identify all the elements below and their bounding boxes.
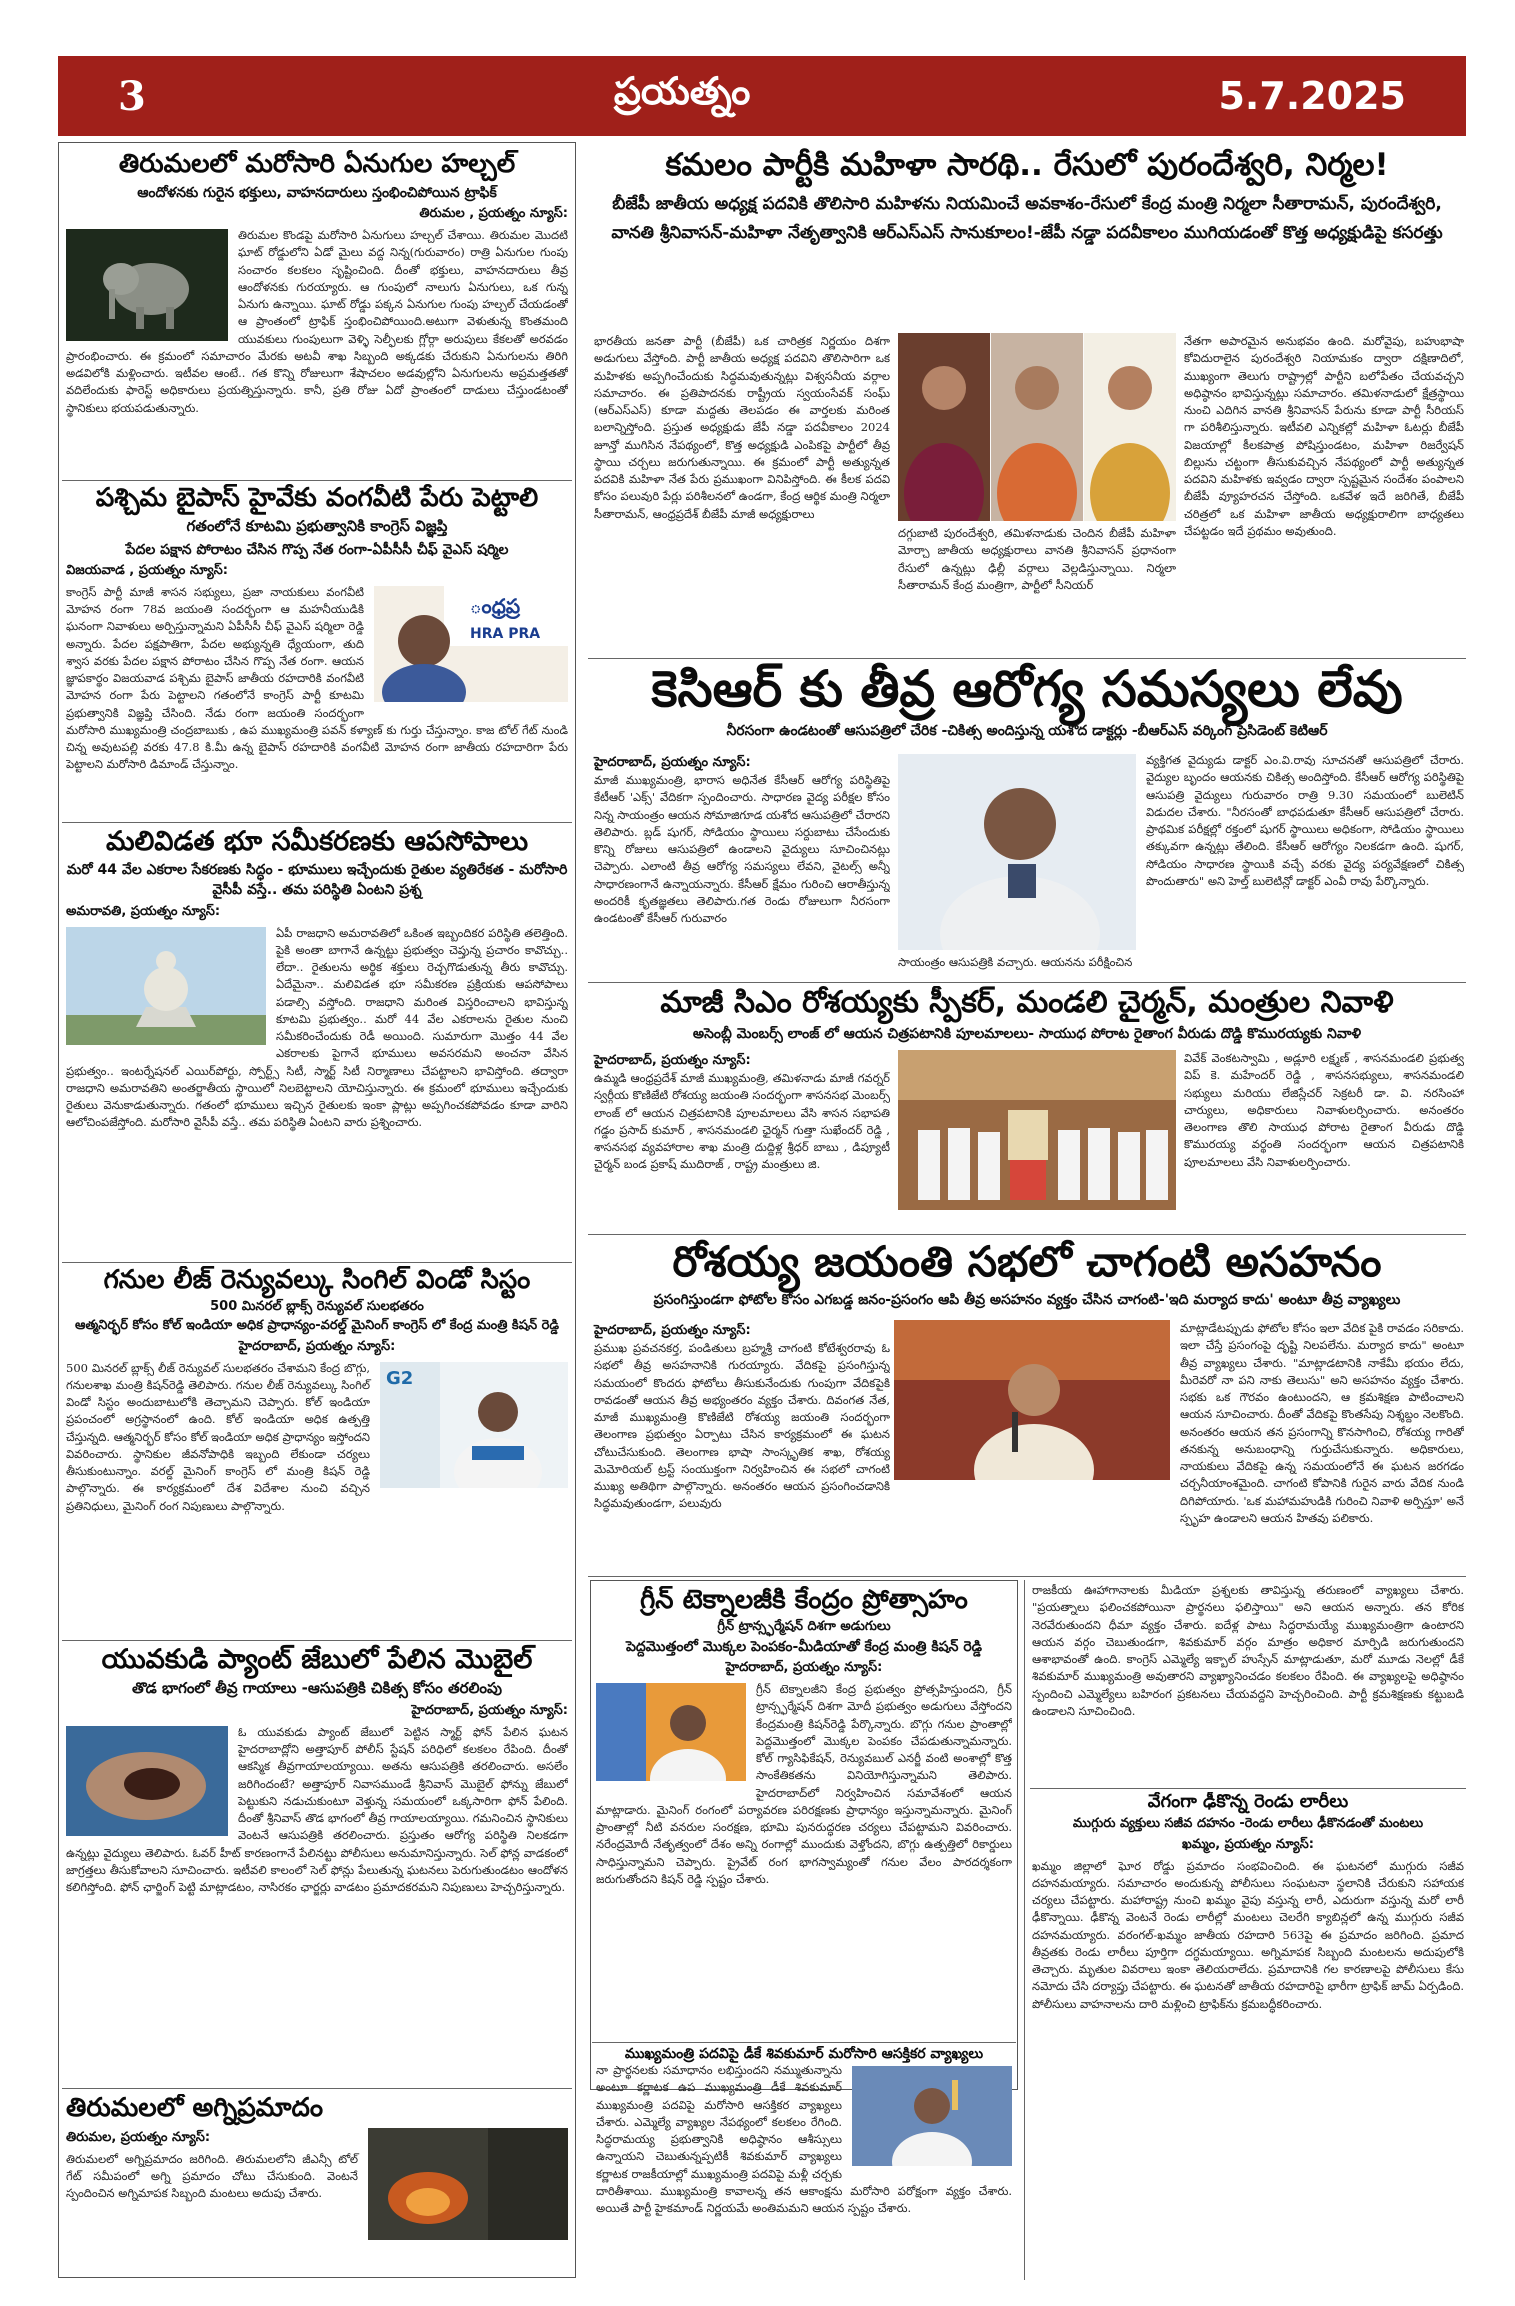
person-icon — [898, 754, 1136, 950]
subhead: ఆందోళనకు గురైన భక్తులు, వాహనదారులు స్తంభించిపోయిన ట్రాఫిక్ — [137, 184, 497, 201]
statue-icon — [66, 927, 266, 1045]
dateline: హైదరాబాద్, ప్రయత్నం న్యూస్: — [238, 1338, 396, 1354]
person-icon — [596, 1683, 746, 1781]
headline: కెసిఆర్ కు తీవ్ర ఆరోగ్య సమస్యలు లేవు — [651, 662, 1403, 718]
article-body: భారతీయ జనతా పార్టీ (బీజేపీ) ఒక చారిత్రక నిర్ణయం దిశగా అడుగులు వేస్తోంది. పార్టీ జాతీయ అధ్యక్ష పదవిని తొలిసారిగా ఒక మహిళకు అప్పగించేందుకు సిద్ధమవుతున్నట్లు విశ్వసనీయ వర్గాల సమాచారం. ఈ ప్రతిపాదనకు రాష్ట్రీయ స్వయంసేవక్ సంఘ్ (ఆర్ఎస్ఎస్) కూడా మద్దతు తెలపడం ఈ వార్తలకు మరింత బలాన్నిస్తోంది. ప్రస్తుత అధ్యక్షుడు జేపీ నడ్డా పదవీకాలం 2024 జూన్తో ముగిసిన నేపథ్యంలో, కొత్త అధ్యక్షుడి ఎంపికపై పార్టీలో తీవ్ర స్థాయి చర్చలు జరుగుతున్నాయి. ఈ క్రమంలో పార్టీ అత్యున్నత పదవికి మహిళా నేత పేరు ప్రముఖంగా వినిపిస్తోంది. ఈ కీలక పదవి కోసం పలువురి పేర్లు పరిశీలనలో ఉండగా, కేంద్ర ఆర్థిక మంత్రి నిర్మలా సీతారామన్, ఆంధ్రప్రదేశ్ బీజేపీ మాజీ అధ్యక్షురాలు — [594, 334, 890, 521]
banner-text: HRA PRA — [470, 625, 541, 642]
speaker-icon — [894, 1320, 1170, 1480]
headline: తిరుమలలో మరోసారి ఏనుగుల హల్చల్ — [118, 150, 516, 179]
headline: మలివిడత భూ సమీకరణకు ఆపసోపాలు — [105, 826, 529, 857]
subhead: ఆత్మనిర్భర్ కోసం కోల్ ఇండియా అధిక ప్రాధాన్యం-వరల్డ్ మైనింగ్ కాంగ్రెస్ లో కేంద్ర మంత్రి కిషన్ రెడ్డి — [75, 1317, 559, 1333]
divider — [588, 1576, 1466, 1577]
divider — [592, 2042, 1016, 2043]
article-green-tech — [596, 1586, 1012, 2086]
article-body: నేతగా అపారమైన అనుభవం ఉంది. మరోవైపు, బహుభాషా కోవిదురాలైన పురందేశ్వరి నియామకం ద్వారా దక్షిణాదిలో, ముఖ్యంగా తెలుగు రాష్ట్రాల్లో పార్టీని బలోపేతం చేయవచ్చని అధిష్ఠానం భావిస్తున్నట్లు సమాచారం. తమిళనాడులో క్షేత్రస్థాయి నుంచి ఎదిగిన వానతి శ్రీనివాసన్ పేరును కూడా పార్టీ సీరియస్ గా పరిశీలిస్తున్నారు. ఇటీవలి ఎన్నికల్లో మహిళా ఓటర్లు బీజేపీ విజయాల్లో కీలకపాత్ర పోషిస్తుండటం, మహిళా రిజర్వేషన్ బిల్లును చట్టంగా తీసుకువచ్చిన నేపథ్యంలో పార్టీ అత్యున్నత పదవిని మహిళకు ఇవ్వడం ద్వారా స్పష్టమైన సందేశం పంపాలని బీజేపీ వ్యూహరచన చేస్తోంది. ఒకవేళ ఇదే జరిగితే, బీజేపీ చరిత్రలో ఒక మహిళా జాతీయ అధ్యక్షురాలిగా బాధ్యతలు చేపట్టడం ఇదే ప్రథమం అవుతుంది. — [1184, 334, 1464, 538]
article-dk-shivakumar — [596, 2046, 1012, 2272]
article-body: ప్రముఖ ప్రవచనకర్త, పండితులు బ్రహ్మశ్రీ చాగంటి కోటేశ్వరరావు ఓ సభలో తీవ్ర అసహనానికి గురయ్యారు. వేదికపై ప్రసంగిస్తున్న సమయంలో కొందరు ఫోటోలు తీసుకునేందుకు గుంపుగా వేదికపైకి రావడంతో ఆయన తీవ్ర అభ్యంతరం వ్యక్తం చేశారు. దివంగత నేత, మాజీ ముఖ్యమంత్రి కొణిజేటి రోశయ్య జయంతి సందర్భంగా తెలంగాణ ప్రభుత్వం ఏర్పాటు చేసిన కార్యక్రమంలో ఈ ఘటన చోటుచేసుకుంది. తెలంగాణ భాషా సాంస్కృతిక శాఖ, రోశయ్య మెమోరియల్ ట్రస్ట్ సంయుక్తంగా నిర్వహించిన ఈ సభలో చాగంటి ముఖ్య అతిథిగా పాల్గొన్నారు. అనంతరం ఆయన ప్రసంగించడానికి సిద్ధమవుతుండగా, పలువురు — [594, 1341, 890, 1511]
subhead: పేదల పక్షాన పోరాటం చేసిన గొప్ప నేత రంగా-ఏపీసీసీ చీఫ్ వైఎస్ షర్మిల — [125, 541, 509, 558]
kishan-reddy-photo — [596, 1683, 746, 1781]
article-mobile-blast — [66, 1644, 568, 2084]
kishan-reddy-photo — [380, 1362, 568, 1488]
subhead: పెద్దమొత్తంలో మొక్కల పెంపకం-మీడియాతో కేంద్ర మంత్రి కిషన్ రెడ్డి — [625, 1638, 983, 1655]
masthead — [58, 56, 1466, 136]
photo-caption: సాయంత్రం ఆసుపత్రికి వచ్చారు. ఆయనను పరీక్షించిన — [898, 955, 1133, 969]
headline: ముఖ్యమంత్రి పదవిపై డీకే శివకుమార్ మరోసారి ఆసక్తికర వ్యాఖ్యలు — [624, 2046, 984, 2062]
headline: యువకుడి ప్యాంట్ జేబులో పేలిన మొబైల్ — [101, 1644, 533, 1675]
article-body: కాంగ్రెస్ పార్టీ మాజీ శాసన సభ్యులు, ప్రజా నాయకులు వంగవీటి మోహన రంగా 78వ జయంతి సందర్భంగా ఆ మహనీయుడికి ఘనంగా నివాళులు అర్పిస్తున్నామని ఏపీసీసీ చీఫ్ వైఎస్ షర్మిలా రెడ్డి అన్నారు. పేదల పక్షపాతిగా, పేదల అభ్యున్నతి ధ్యేయంగా, తుది శ్వాస వరకు పేదల పక్షాన పోరాటం చేసిన గొప్ప నేత రంగా. ఆయన జ్ఞాపకార్థం విజయవాడ పశ్చిమ బైపాస్ జాతీయ రహదారికి వంగవీటి మోహన రంగా పేరు పెట్టాలని గతంలోనే కాంగ్రెస్ పార్టీ కూటమి ప్రభుత్వానికి విజ్ఞప్తి చేసింది. నేడు రంగా జయంతి సందర్భంగా మరోసారి ముఖ్యమంత్రి చంద్రబాబుకు , ఉప ముఖ్యమంత్రి పవన్ కళ్యాణ్ కు గుర్తు చేస్తున్నాం. కాజ టోల్ గేట్ నుండి చిన్న అవుటపల్లి వరకు 47.8 కి.మీ ఉన్న బైపాస్ రహదారికి వంగవీటి మోహన రంగా జాతీయ రహదారిగా పేరు పెట్టాలని మరోసారి డిమాండ్ చేస్తున్నాం. — [66, 584, 568, 772]
article-body: మాట్లాడేటప్పుడు ఫోటోల కోసం ఇలా వేదిక పైకి రావడం సరికాదు. ఇలా చేస్తే ప్రసంగంపై దృష్టి నిలపలేను. మర్యాద కాదు" అంటూ తీవ్ర వ్యాఖ్యలు చేశారు. "మాట్లాడటానికి నాకేమీ భయం లేదు, మీరెవరో నా పని నాకు తెలుసు" అని అసహనం వ్యక్తం చేశారు. సభకు ఒక గౌరవం ఉంటుందని, ఆ క్రమశిక్షణ పాటించాలని ఆయన సూచించారు. దీంతో వేదికపై కొంతసేపు నిశ్శబ్దం నెలకొంది. అనంతరం ఆయన తన ప్రసంగాన్ని కొనసాగించి, రోశయ్య గారితో తనకున్న అనుబంధాన్ని గుర్తుచేసుకున్నారు. అధికారులు, నాయకులు వేదికపై ఉన్న సమయంలోనే ఈ ఘటన జరగడం చర్చనీయాంశమైంది. చాగంటి కోపానికి గురైన వారు వేదిక నుండి దిగిపోయారు. 'ఒక మహామహుడికి గురించి నివాళి అర్పిస్తూ' అనే స్పృహ ఉండాలని ఆయన హితవు పలికారు. — [1180, 1321, 1464, 1525]
divider — [62, 822, 572, 823]
headline: గనుల లీజ్ రెన్యువల్కు సింగిల్ విండో సిస్టం — [103, 1266, 531, 1295]
elephant-icon — [66, 229, 228, 341]
article-body: 500 మినరల్ బ్లాక్స్ లీజ్ రెన్యువల్ సులభతరం చేశామని కేంద్ర బొగ్గు, గనులశాఖ మంత్రి కిషన్‌రెడ్డి తెలిపారు. గనుల లీజ్ రెన్యువల్కు సింగిల్ విండో సిస్టం అందుబాటులోకి తెచ్చామని చెప్పారు. కోల్ ఇండియా ప్రపంచంలో అగ్రస్థానంలో ఉంది. కోల్ ఇండియా అధిక ఉత్పత్తి చేస్తున్నది. ఆత్మనిర్భర్ కోసం కోల్ ఇండియా అధిక ప్రాధాన్యం ఇస్తోందని వివరించారు. స్థానికుల జీవనోపాధికి ఇబ్బంది లేకుండా చర్యలు తీసుకుంటున్నాం. వరల్డ్ మైనింగ్ కాంగ్రెస్ లో మంత్రి కిషన్ రెడ్డి పాల్గొన్నారు. ఈ కార్యక్రమంలో దేశ విదేశాల నుంచి వచ్చిన ప్రతినిధులు, మైనింగ్ రంగ నిపుణులు పాల్గొన్నారు. — [66, 1360, 370, 1513]
newspaper-title: ప్రయత్నం — [613, 69, 751, 113]
injury-photo — [66, 1726, 228, 1836]
tribute-photo — [898, 1050, 1176, 1210]
divider — [62, 2088, 572, 2089]
subhead: నీరసంగా ఉండటంతో ఆసుపత్రిలో చేరిక -చికిత్స అందిస్తున్న యశోద డాక్టర్లు -బీఆర్ఎస్ వర్కింగ్ ప్రెసిడెంట్ కెటిఆర్ — [726, 723, 1328, 739]
banner-text: G2 — [386, 1367, 414, 1389]
article-body: నా ప్రార్థనలకు సమాధానం లభిస్తుందని నమ్ముతున్నాను అంటూ కర్ణాటక ఉప ముఖ్యమంత్రి డీకే శివకుమార్ ముఖ్యమంత్రి పదవిపై మరోసారి ఆసక్తికర వ్యాఖ్యలు చేశారు. ఎమ్మెల్యే వ్యాఖ్యల నేపథ్యంలో కలకలం రేగింది. సిద్ధరామయ్య ప్రభుత్వానికి అధిష్ఠానం ఆశీస్సులు ఉన్నాయని చెబుతున్నప్పటికీ శివకుమార్ వ్యాఖ్యలు కర్ణాటక రాజకీయాల్లో ముఖ్యమంత్రి పదవిపై మళ్లీ చర్చకు దారితీశాయి. ముఖ్యమంత్రి కావాలన్న తన ఆకాంక్షను మరోసారి పరోక్షంగా వ్యక్తం చేశారు. అయితే పార్టీ హైకమాండ్ నిర్ణయమే అంతిమమని ఆయన స్పష్టం చేశారు. — [596, 2063, 1012, 2216]
page-number: 3 — [118, 72, 146, 120]
article-continuation — [1032, 1582, 1464, 1782]
elephant-photo — [66, 229, 228, 341]
headline: వేగంగా ఢీకొన్న రెండు లారీలు — [1147, 1792, 1349, 1812]
dateline: హైదరాబాద్, ప్రయత్నం న్యూస్: — [594, 1053, 751, 1068]
headline: పశ్చిమ బైపాస్ హైవేకు వంగవీటి పేరు పెట్టాలి — [95, 484, 539, 513]
fire-icon — [368, 2128, 568, 2240]
dateline: తిరుమల, ప్రయత్నం న్యూస్: — [66, 2129, 211, 2145]
divider — [588, 982, 1466, 983]
article-bypass — [66, 484, 568, 819]
injury-icon — [66, 1726, 228, 1836]
dk-shivakumar-photo — [852, 2066, 1012, 2166]
subhead: మరో 44 వేల ఎకరాల సేకరణకు సిద్ధం - భూములు ఇచ్చేందుకు రైతుల వ్యతిరేకత - మరోసారి వైసీపీ వస్తే.. తమ పరిస్థితి ఏంటని ప్రశ్న — [66, 862, 568, 899]
article-body: ఉమ్మడి ఆంధ్రప్రదేశ్ మాజీ ముఖ్యమంత్రి, తమిళనాడు మాజీ గవర్నర్ స్వర్గీయ కొణిజేటి రోశయ్య జయంతి సందర్భంగా శాసనసభ మెంబర్స్ లాంజ్ లో ఆయన చిత్రపటానికి పూలమాలలు వేసి శాసన సభాపతి గడ్డం ప్రసాద్ కుమార్ , శాసనమండలి ఛైర్మన్ గుత్తా సుఖేందర్ రెడ్డి , శాసనసభ వ్యవహారాల శాఖ మంత్రి దుద్దిళ్ల శ్రీధర్ బాబు , డిప్యూటీ చైర్మన్ బండ ప్రకాష్ ముదిరాజ్ , రాష్ట్ర మంత్రులు జి. — [594, 1071, 890, 1172]
article-body: ఓ యువకుడు ప్యాంట్ జేబులో పెట్టిన స్మార్ట్ ఫోన్ పేలిన ఘటన హైదరాబాద్లోని అత్తాపూర్ పోలీస్ స్టేషన్ పరిధిలో కలకలం రేపింది. దీంతో ఆకస్మిక తీవ్రగాయాలయ్యాయి. అతను ఆసుపత్రికి తరలించారు. అసలేం జరిగిందంటే? అత్తాపూర్ నివాసముండే శ్రీనివాస్ మొబైల్ ఫోన్ను జేబులో పెట్టుకుని నడుచుకుంటూ వెళ్తున్న సమయంలో ఒక్కసారిగా ఫోన్ పేలింది. దీంతో శ్రీనివాస్ తొడ భాగంలో తీవ్ర గాయాలయ్యాయి. గమనించిన స్థానికులు వెంటనే ఆసుపత్రికి తరలించారు. ప్రస్తుతం ఆరోగ్య పరిస్థితి నిలకడగా ఉన్నట్లు వైద్యులు తెలిపారు. ఓవర్ హీట్ కారణంగానే పేలినట్టు పోలీసులు అనుమానిస్తున్నారు. సెల్ ఫోన్ల వాడకంలో జాగ్రత్తలు తీసుకోవాలని సూచించారు. ఇటీవలి కాలంలో సెల్ ఫోన్లు పేలుతున్న ఘటనలు పెరుగుతుండటం ఆందోళన కలిగిస్తోంది. ఫోన్ ఛార్జింగ్ పెట్టి మాట్లాడటం, నాసిరకం ఛార్జర్లు వాడటం ప్రమాదకరమని నిపుణులు హెచ్చరిస్తున్నారు. — [66, 1724, 568, 1895]
ktr-photo — [898, 754, 1136, 950]
person-icon — [852, 2066, 1012, 2166]
headline: గ్రీన్ టెక్నాలజీకి కేంద్రం ప్రోత్సాహం — [640, 1586, 968, 1615]
article-body: తిరుమలలో అగ్నిప్రమాదం జరిగింది. తిరుమలలోని జీఎన్సీ టోల్ గేట్ సమీపంలో అగ్ని ప్రమాదం చోటు చేసుకుంది. వెంటనే స్పందించిన అగ్నిమాపక సిబ్బంది మంటలు అదుపు చేశారు. — [66, 2151, 358, 2201]
fire-photo — [368, 2128, 568, 2240]
divider — [1024, 1580, 1025, 2280]
dateline: హైదరాబాద్, ప్రయత్నం న్యూస్: — [594, 1323, 751, 1338]
article-chaganti — [588, 1238, 1466, 1574]
banner-text: ంధ్రప్ర — [470, 593, 521, 618]
article-fire — [66, 2094, 568, 2274]
article-body: గ్రీన్ టెక్నాలజీని కేంద్ర ప్రభుత్వం ప్రోత్సహిస్తుందని, గ్రీన్ ట్రాన్స్ఫర్మేషన్ దిశగా మోదీ ప్రభుత్వం అడుగులు వేస్తోందని కేంద్రమంత్రి కిషన్‌రెడ్డి పేర్కొన్నారు. బొగ్గు గనుల ప్రాంతాల్లో పెద్దమొత్తంలో మొక్కల పెంపకం చేపడుతున్నామన్నారు. కోల్ గ్యాసిఫికేషన్, రెన్యువబుల్ ఎనర్జీ వంటి అంశాల్లో కొత్త సాంకేతికతను వినియోగిస్తున్నామని తెలిపారు. హైదరాబాద్‌లో నిర్వహించిన సమావేశంలో ఆయన మాట్లాడారు. మైనింగ్ రంగంలో పర్యావరణ పరిరక్షణకు ప్రాధాన్యం ఇస్తున్నామన్నారు. మైనింగ్ ప్రాంతాల్లో నీటి వనరుల సంరక్షణ, భూమి పునరుద్ధరణ చర్యలు చేపట్టామని వివరించారు. నరేంద్రమోదీ నేతృత్వంలో దేశం అన్ని రంగాల్లో ముందుకు వెళ్తోందని, బొగ్గు ఉత్పత్తిలో రికార్డులు సాధిస్తున్నామని చెప్పారు. ప్రైవేట్ రంగ భాగస్వామ్యంతో గనుల వేలం పారదర్శకంగా జరుగుతోందని కిషన్ రెడ్డి స్పష్టం చేశారు. — [596, 1682, 1012, 1886]
headline: తిరుమలలో అగ్నిప్రమాదం — [66, 2094, 324, 2123]
divider — [1030, 1788, 1466, 1789]
article-body: తిరుమల కొండపై మరోసారి ఏనుగులు హల్చల్ చేశాయి. తిరుమల మొదటి ఘాట్ రోడ్డులోని ఏడో మైలు వద్ద నిన్న(గురువారం) రాత్రి ఏనుగుల గుంపు సంచారం కలకలం సృష్టించింది. దీంతో భక్తులు, వాహనదారులు తీవ్ర ఆందోళనకు గురయ్యారు. ఆ గుంపులో నాలుగు ఏనుగులు, ఒక గున్న ఏనుగు ఉన్నాయి. ఘాట్ రోడ్డు పక్కన ఏనుగుల గుంపు హల్చల్ చేయడంతో ఆ ప్రాంతంలో ట్రాఫిక్ స్తంభించిపోయింది.అటుగా వెళుతున్న కొంతమంది యువకులు గుంపులుగా వెళ్ళి సెల్ఫీలకు గ్లోర్గా అరుపులు కేకలతో అరవడం ప్రారంభించారు. ఈ క్రమంలో సమాచారం మేరకు అటవీ శాఖ సిబ్బంది అక్కడకు చేరుకుని ఏనుగులను తిరిగి అడవిలోకి మళ్లించారు. ఇటీవల ఆంటే.. గత కొన్ని రోజులుగా శేషాచలం అడవుల్లోని ఏనుగులను అప్రమత్తతతో వదిలేందుకు ఫారెస్ట్ అధికారులు ప్రయత్నిస్తున్నారు. కానీ, ప్రతి రోజు ఏదో ప్రాంతంలో దాడులు చేస్తుండటంతో స్థానికులు భయపడుతున్నారు. — [66, 228, 568, 415]
chaganti-photo — [894, 1320, 1170, 1480]
subhead: అసెంబ్లీ మెంబర్స్ లాంజ్ లో ఆయన చిత్రపటానికి పూలమాలలు- సాయుధ పోరాట రైతాంగ వీరుడు దొడ్డి కొమురయ్యకు నివాళి — [692, 1025, 1362, 1042]
dateline: హైదరాబాద్, ప్రయత్నం న్యూస్: — [725, 1660, 883, 1676]
dateline: హైదరాబాద్, ప్రయత్నం న్యూస్: — [411, 1702, 568, 1718]
issue-date: 5.7.2025 — [1218, 74, 1406, 118]
dateline: అమరావతి, ప్రయత్నం న్యూస్: — [66, 903, 221, 919]
article-elephants — [66, 150, 568, 475]
group-icon — [898, 1050, 1176, 1210]
divider — [62, 1262, 572, 1263]
portraits-icon — [898, 333, 1176, 521]
article-rosaiah-tribute — [588, 986, 1466, 1232]
article-kcr-health — [588, 662, 1466, 980]
buddha-statue-photo — [66, 927, 266, 1045]
photo-caption: దగ్గుబాటి పురందేశ్వరి, తమిళనాడుకు చెందిన బీజేపీ మహిళా మోర్చా జాతీయ అధ్యక్షురాలు వానతి శ్రీనివాసన్ ప్రధానంగా రేసులో ఉన్నట్లు ఢిల్లీ వర్గాలు వెల్లడిస్తున్నాయి. నిర్మలా సీతారామన్ కేంద్ర మంత్రిగా, పార్టీలో సీనియర్ — [898, 526, 1176, 592]
subhead: గతంలోనే కూటమి ప్రభుత్వానికి కాంగ్రెస్ విజ్ఞప్తి — [186, 516, 448, 535]
divider — [62, 1640, 572, 1641]
subhead: 500 మినరల్ బ్లాక్స్ రెన్యువల్ సులభతరం — [210, 1298, 424, 1314]
sharmila-photo — [374, 586, 568, 702]
divider — [588, 658, 1466, 659]
subhead: ప్రసంగిస్తుండగా ఫోటోల కోసం ఎగబడ్డ జనం-ప్రసంగం ఆపి తీవ్ర అసహనం వ్యక్తం చేసిన చాగంటి-'ఇది మర్యాద కాదు' అంటూ తీవ్ర వ్యాఖ్యలు — [653, 1292, 1401, 1309]
headline: రోశయ్య జయంతి సభలో చాగంటి అసహనం — [672, 1238, 1382, 1286]
subhead: గ్రీన్ ట్రాన్స్ఫర్మేషన్ దిశగా అడుగులు — [717, 1618, 891, 1634]
dateline: తిరుమల , ప్రయత్నం న్యూస్: — [419, 206, 568, 222]
article-body: వివేక్ వెంకటస్వామి , అడ్లూరి లక్ష్మణ్ , శాసనమండలి ప్రభుత్వ విప్ కె. మహేందర్ రెడ్డి , శాసనసభ్యులు, శాసనమండలి సభ్యులు మరియు లేజిస్లేచర్ సెక్రటరీ డా. వి. నరసింహా చార్యులు, అధికారులు నివాళులర్పించారు. అనంతరం తెలంగాణ తొలి సాయుధ పోరాట రైతాంగ వీరుడు దొడ్డి కొమురయ్య వర్థంతి సందర్భంగా ఆయన చిత్రపటానికి పూలమాలలు వేసి నివాళులర్పించారు. — [1184, 1051, 1464, 1169]
dateline: హైదరాబాద్, ప్రయత్నం న్యూస్: — [594, 755, 751, 770]
article-body: వ్యక్తిగత వైద్యుడు డాక్టర్ ఎం.వి.రావు సూచనతో ఆసుపత్రిలో చేరారు. వైద్యుల బృందం ఆయనకు చికిత్స అందిస్తోంది. కేసీఆర్ ఆరోగ్య పరిస్థితిపై ఆసుపత్రి వైద్యులు గురువారం రాత్రి 9.30 సమయంలో బులెటిన్ విడుదల చేశారు. "నీరసంతో బాధపడుతూ కేసీఆర్ ఆసుపత్రిలో చేరారు. ప్రాథమిక పరీక్షల్లో రక్తంలో షుగర్ స్థాయిలు అధికంగా, సోడియం స్థాయిలు తక్కువగా ఉన్నట్లు తేలింది. కేసీఆర్ ఆరోగ్యం నిలకడగా ఉంది. షుగర్, సోడియం సాధారణ స్థాయికి వచ్చే వరకు వైద్య పర్యవేక్షణలో చికిత్స పొందుతారు" అని హెల్త్ బులెటిన్లో డాక్టర్ ఎంవీ రావు పేర్కొన్నారు. — [1146, 753, 1464, 888]
divider — [588, 1234, 1466, 1235]
headline: కమలం పార్టీకి మహిళా సారథి.. రేసులో పురందేశ్వరి, నిర్మల! — [665, 148, 1389, 183]
headline: మాజీ సిఎం రోశయ్యకు స్పీకర్, మండలి చైర్మన్, మంత్రుల నివాళి — [660, 986, 1394, 1020]
women-leaders-photo — [898, 333, 1176, 521]
subhead: ముగ్గురు వ్యక్తులు సజీవ దహనం -రెండు లారీలు ఢీకొనడంతో మంటలు — [1072, 1815, 1424, 1831]
subhead: తొడ భాగంలో తీవ్ర గాయాలు -ఆసుపత్రికి చికిత్స కోసం తరలింపు — [132, 1679, 502, 1698]
dateline: విజయవాడ , ప్రయత్నం న్యూస్: — [66, 562, 229, 578]
article-bjp-president — [588, 148, 1466, 656]
article-land-pooling — [66, 826, 568, 1256]
divider — [62, 480, 572, 481]
article-mining — [66, 1266, 568, 1636]
article-body: ఏపీ రాజధాని అమరావతిలో ఒకింత ఇబ్బందికర పరిస్థితి తలెత్తింది. పైకి అంతా బాగానే ఉన్నట్టు ప్రభుత్వం చెప్తున్న ప్రచారం కావొచ్చు.. లేదా.. రైతులను అర్థిక శక్తులు రెచ్చగొడుతున్న తీరు కావొచ్చు. ఏదేమైనా.. మలివిడత భూ సమీకరణ ప్రక్రియకు ఆపసోపాలు పడాల్సి వస్తోంది. రాజధాని మరింత విస్తరించాలని భావిస్తున్న కూటమి ప్రభుత్వం.. మరో 44 వేల ఎకరాలను రైతుల నుంచి సమీకరించేందుకు రెడీ అయింది. సుమారుగా మొత్తం 44 వేల ఎకరాలకు పైగానే భూములు అవసరమని అంచనా వేసిన ప్రభుత్వం.. ఇంటర్నేషనల్ ఎయిర్‌పోర్టు, స్పోర్ట్స్ సిటీ, స్మార్ట్ సిటీ నిర్మాణాలు చేపట్టాలని భావిస్తోంది. తద్వారా రాజధాని అమరావతిని అంతర్జాతీయ స్థాయిలో నిలబెట్టాలని యోచిస్తున్నారు. ఈ క్రమంలో భూములు ఇచ్చేందుకు రైతులు వెనుకాడుతున్నారు. గతంలో భూములు ఇచ్చిన రైతులకు ఇంకా ప్లాట్లు అప్పగించకపోవడం కూడా వారిని ఆలోచింపజేస్తోంది. మరోసారి వైసీపీ వస్తే.. తమ పరిస్థితి ఏంటని వారు ప్రశ్నించారు. — [66, 925, 568, 1130]
article-body: ఖమ్మం జిల్లాలో ఘోర రోడ్డు ప్రమాదం సంభవించింది. ఈ ఘటనలో ముగ్గురు సజీవ దహనమయ్యారు. సమాచారం అందుకున్న పోలీసులు సంఘటనా స్థలానికి చేరుకుని సహాయక చర్యలు చేపట్టారు. మహారాష్ట్ర నుంచి ఖమ్మం వైపు వస్తున్న లారీ, ఎదురుగా వస్తున్న మరో లారీ ఢీకొన్నాయి. ఢీకొన్న వెంటనే రెండు లారీల్లో మంటలు చెలరేగి క్యాబిన్లలో ఉన్న ముగ్గురు సజీవ దహనమయ్యారు. వరంగల్-ఖమ్మం జాతీయ రహదారి 563పై ఈ ప్రమాదం జరిగింది. ప్రమాద తీవ్రతకు రెండు లారీలు పూర్తిగా దగ్ధమయ్యాయి. అగ్నిమాపక సిబ్బంది మంటలను అదుపులోకి తెచ్చారు. మృతుల వివరాలు ఇంకా తెలియరాలేదు. ప్రమాదానికి గల కారణాలపై పోలీసులు కేసు నమోదు చేసి దర్యాప్తు చేపట్టారు. ఈ ఘటనతో జాతీయ రహదారిపై భారీగా ట్రాఫిక్ జామ్ ఏర్పడింది. పోలీసులు వాహనాలను దారి మళ్లించి ట్రాఫిక్‌ను క్రమబద్ధీకరించారు. — [1032, 1858, 1464, 2011]
article-body: మాజీ ముఖ్యమంత్రి, భారాస అధినేత కేసీఆర్ ఆరోగ్య పరిస్థితిపై కేటీఆర్ 'ఎక్స్' వేదికగా స్పందించారు. సాధారణ వైద్య పరీక్షల కోసం నిన్న సాయంత్రం ఆయన సోమాజిగూడ యశోద ఆసుపత్రిలో చేరారని తెలిపారు. బ్లడ్ షుగర్, సోడియం స్థాయిలు సర్దుబాటు చేసేందుకు కొన్ని రోజులు ఆసుపత్రిలో ఉండాలని వైద్యులు సూచించినట్లు చెప్పారు. ఎలాంటి తీవ్ర ఆరోగ్య సమస్యలు లేవని, వైటల్స్ అన్నీ సాధారణంగానే ఉన్నాయన్నారు. కేసీఆర్ క్షేమం గురించి ఆరాతీస్తున్న అందరికీ కృతజ్ఞతలు తెలిపారు.గత రెండు రోజులుగా నీరసంగా ఉండటంతో కేసీఆర్ గురువారం — [594, 773, 890, 925]
article-body: రాజకీయ ఊహాగానాలకు మీడియా ప్రశ్నలకు తావిస్తున్న తరుణంలో వ్యాఖ్యలు చేశారు. "ప్రయత్నాలు ఫలించకపోయినా ప్రార్థనలు ఫలిస్తాయి" అని ఆయన అన్నారు. తన కోరిక నెరవేరుతుందని ధీమా వ్యక్తం చేశారు. ఐదేళ్ల పాటు సిద్ధరామయ్యే ముఖ్యమంత్రిగా ఉంటారని ఆయన వర్గం చెబుతుండగా, శివకుమార్ వర్గం మాత్రం అధికార మార్పిడి జరుగుతుందని ఆశాభావంతో ఉంది. కాంగ్రెస్ ఎమ్మెల్యే ఇక్బాల్ హుస్సేన్ మాట్లాడుతూ, మరో మూడు నెలల్లో డీకే శివకుమార్ ముఖ్యమంత్రి అవుతారని వ్యాఖ్యానించడం కలకలం రేపింది. ఈ వ్యాఖ్యలపై అధిష్ఠానం స్పందించి ఎమ్మెల్యేలు బహిరంగ ప్రకటనలు చేయవద్దని హెచ్చరించింది. పార్టీ క్రమశిక్షణకు కట్టుబడి ఉండాలని సూచించింది. — [1032, 1583, 1464, 1718]
subhead: బీజేపీ జాతీయ అధ్యక్ష పదవికి తొలిసారి మహిళను నియమించే అవకాశం-రేసులో కేంద్ర మంత్రి నిర్మలా సీతారామన్, పురందేశ్వరి, వానతి శ్రీనివాసన్-మహిళా నేతృత్వానికి ఆర్ఎస్ఎస్ సానుకూలం!-జేపీ నడ్డా పదవీకాలం ముగియడంతో కొత్త అధ్యక్షుడిపై కసరత్తు — [611, 193, 1443, 244]
article-lorry-accident — [1032, 1792, 1464, 2276]
dateline: ఖమ్మం, ప్రయత్నం న్యూస్: — [1182, 1836, 1314, 1852]
